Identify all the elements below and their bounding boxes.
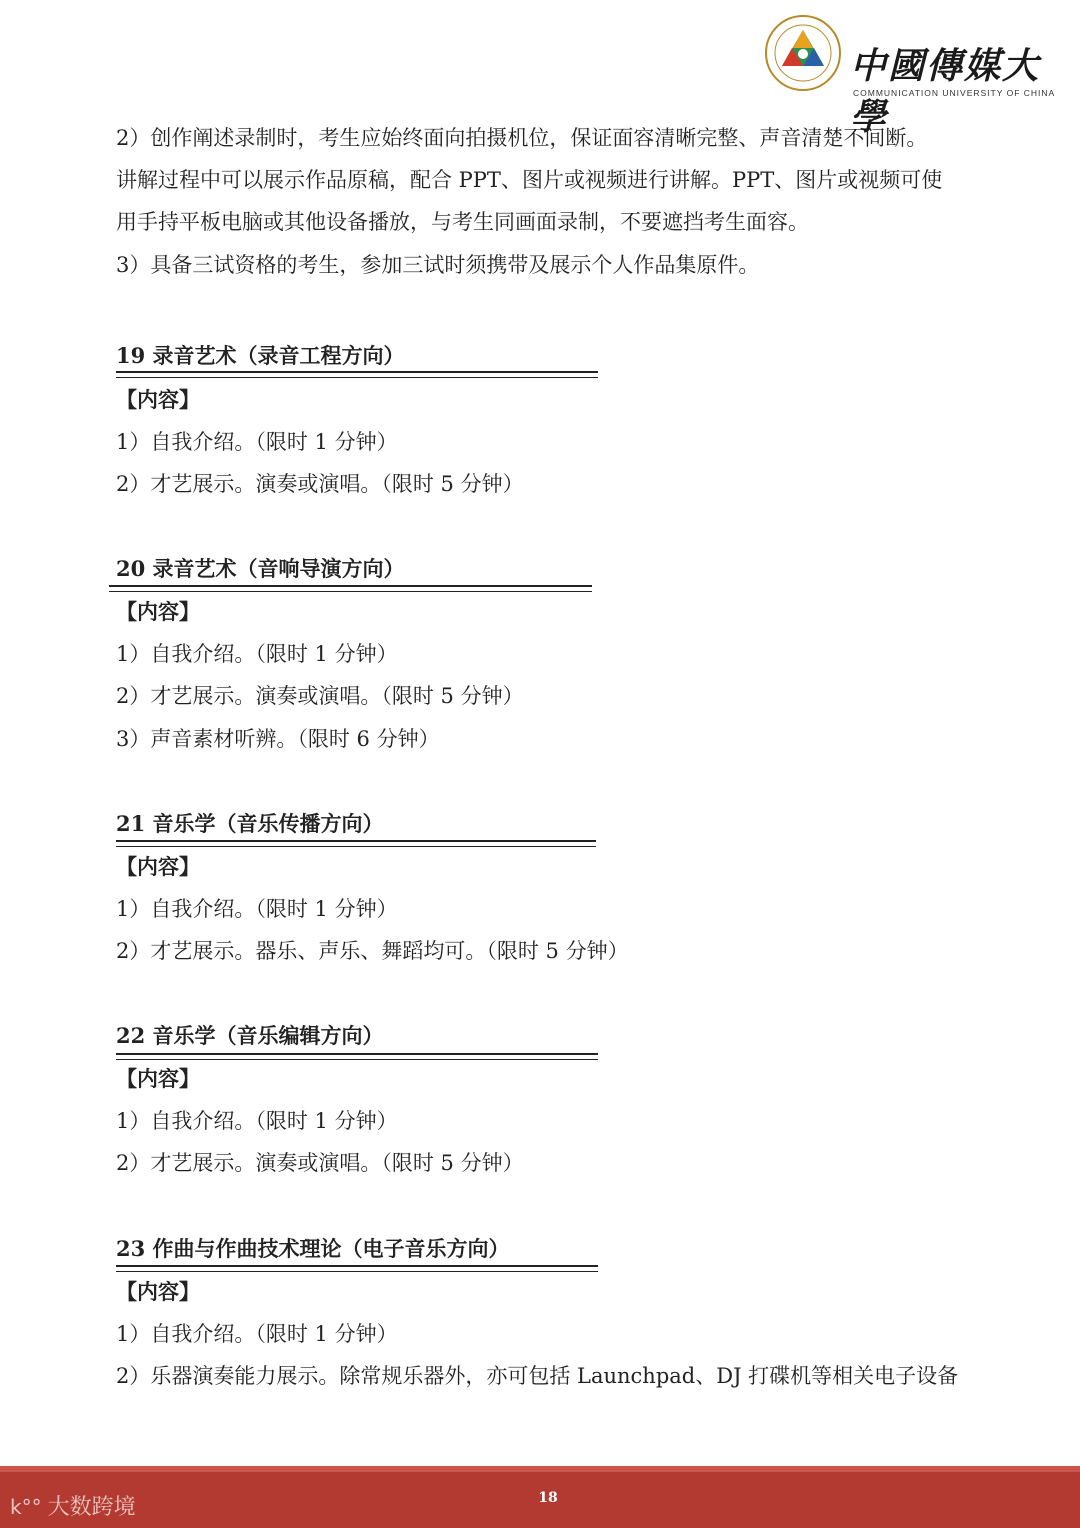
section-title: 23 作曲与作曲技术理论（电子音乐方向）	[116, 1236, 510, 1261]
intro-line: 2）创作阐述录制时，考生应始终面向拍摄机位，保证面容清晰完整、声音清楚不间断。	[116, 126, 928, 150]
section-divider	[116, 840, 596, 847]
section-divider	[116, 1053, 598, 1060]
section-title: 19 录音艺术（录音工程方向）	[116, 343, 405, 368]
list-item: 2）乐器演奏能力展示。除常规乐器外，亦可包括 Launchpad、DJ 打碟机等相关电子设备	[116, 1364, 959, 1388]
list-item: 1）自我介绍。（限时 1 分钟）	[116, 897, 398, 921]
intro-line: 3）具备三试资格的考生，参加三试时须携带及展示个人作品集原件。	[116, 253, 760, 277]
intro-line: 用手持平板电脑或其他设备播放，与考生同画面录制，不要遮挡考生面容。	[116, 210, 809, 234]
content-label: 【内容】	[116, 1279, 200, 1304]
section-title: 22 音乐学（音乐编辑方向）	[116, 1023, 384, 1048]
logo-english-name: COMMUNICATION UNIVERSITY OF CHINA	[853, 88, 1056, 98]
list-item: 2）才艺展示。器乐、声乐、舞蹈均可。（限时 5 分钟）	[116, 939, 629, 963]
content-label: 【内容】	[116, 854, 200, 879]
logo-chinese-name: 中國傳媒大學	[850, 45, 1041, 138]
intro-line: 讲解过程中可以展示作品原稿，配合 PPT、图片或视频进行讲解。PPT、图片或视频可使	[116, 168, 943, 192]
watermark-logo-icon: k°°	[10, 1495, 42, 1519]
list-item: 2）才艺展示。演奏或演唱。（限时 5 分钟）	[116, 684, 524, 708]
page-footer	[0, 1466, 1080, 1528]
emblem-icon	[764, 14, 842, 92]
list-item: 1）自我介绍。（限时 1 分钟）	[116, 1109, 398, 1133]
footer-accent-band	[0, 1466, 1080, 1472]
section-divider	[116, 371, 598, 378]
list-item: 2）才艺展示。演奏或演唱。（限时 5 分钟）	[116, 1151, 524, 1175]
content-label: 【内容】	[116, 1066, 200, 1091]
list-item: 1）自我介绍。（限时 1 分钟）	[116, 1322, 398, 1346]
content-label: 【内容】	[116, 387, 200, 412]
section-title: 21 音乐学（音乐传播方向）	[116, 811, 384, 836]
list-item: 3）声音素材听辨。（限时 6 分钟）	[116, 727, 440, 751]
list-item: 1）自我介绍。（限时 1 分钟）	[116, 430, 398, 454]
section-divider	[109, 585, 592, 592]
list-item: 2）才艺展示。演奏或演唱。（限时 5 分钟）	[116, 472, 524, 496]
list-item: 1）自我介绍。（限时 1 分钟）	[116, 642, 398, 666]
section-divider	[116, 1265, 598, 1272]
watermark-text: 大数跨境	[47, 1495, 136, 1520]
section-title: 20 录音艺术（音响导演方向）	[116, 556, 405, 581]
page-number: 18	[538, 1490, 558, 1506]
university-logo	[764, 14, 1056, 138]
content-label: 【内容】	[116, 599, 200, 624]
